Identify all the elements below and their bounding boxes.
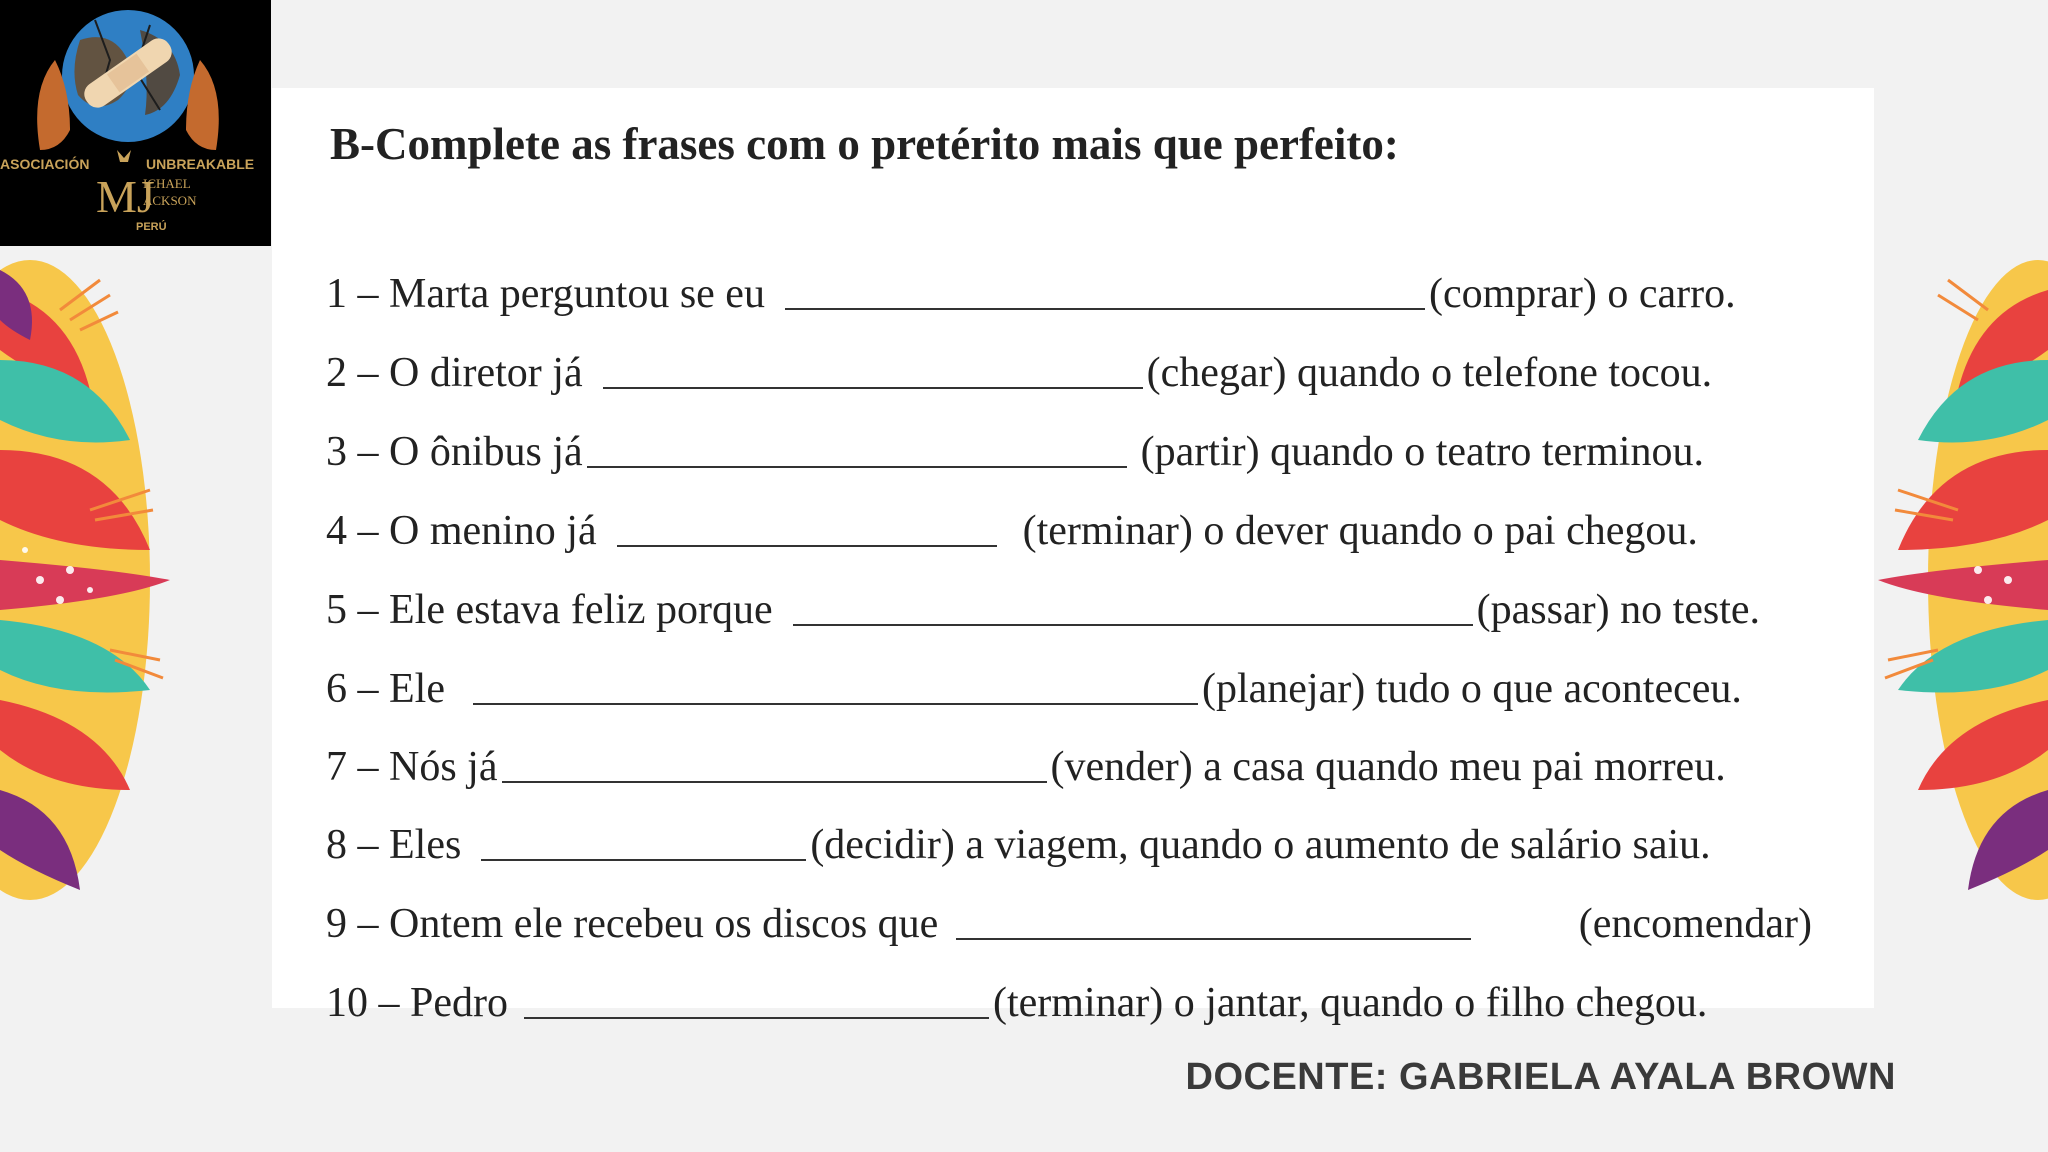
line-hint: (planejar) tudo o que aconteceu. [1201,666,1742,712]
line-hint: (partir) quando o teatro terminou. [1140,429,1704,475]
answer-blank[interactable] [473,703,1198,705]
exercise-line-8 [326,809,1812,869]
answer-blank[interactable] [481,859,806,861]
line-prompt: 8 – Eles [326,822,462,868]
floral-decoration-right [1868,250,2048,910]
exercise-line-5 [326,574,1812,634]
line-prompt: 6 – Ele [326,666,445,712]
answer-blank[interactable] [603,387,1143,389]
logo-country: PERÚ [136,221,167,233]
exercise-line-9 [326,888,1812,948]
exercise-line-7 [326,731,1812,791]
line-hint: (chegar) quando o telefone tocou. [1146,350,1713,396]
teacher-credit: DOCENTE: GABRIELA AYALA BROWN [1185,1056,1896,1098]
line-prompt: 4 – O menino já [326,508,597,554]
line-hint: (terminar) o dever quando o pai chegou. [1022,508,1698,554]
exercise-line-1 [326,258,1812,318]
exercise-line-10 [326,967,1812,1027]
line-prompt: 5 – Ele estava feliz porque [326,587,773,633]
logo-right-text: UNBREAKABLE [146,156,255,172]
exercise-heading: B-Complete as frases com o pretérito mais que perfeito: [330,119,1399,169]
line-hint: (decidir) a viagem, quando o aumento de salário saiu. [810,822,1711,868]
floral-decoration-left [0,250,220,910]
logo-name-line1: ICHAEL [143,176,191,191]
answer-blank[interactable] [524,1017,989,1019]
exercise-line-6 [326,653,1812,713]
logo-left-text: ASOCIACIÓN [0,156,90,172]
answer-blank[interactable] [502,781,1047,783]
line-hint: (encomendar) [1578,901,1812,947]
answer-blank[interactable] [785,308,1425,310]
line-hint: (vender) a casa quando meu pai morreu. [1050,744,1726,790]
answer-blank[interactable] [587,466,1127,468]
organization-logo [0,0,271,246]
worksheet [272,88,1874,1026]
logo-name-line2: ACKSON [143,193,197,208]
answer-blank[interactable] [956,938,1471,940]
line-prompt: 2 – O diretor já [326,350,583,396]
line-hint: (terminar) o jantar, quando o filho chegou. [993,980,1708,1026]
logo-monogram: MJ [96,171,155,222]
line-prompt: 7 – Nós já [326,744,498,790]
exercise-line-3 [326,416,1812,476]
exercise-line-4 [326,495,1812,555]
line-hint: (passar) no teste. [1476,587,1761,633]
exercise-line-2 [326,337,1812,397]
line-hint: (comprar) o carro. [1428,271,1736,317]
answer-blank[interactable] [617,545,997,547]
answer-blank[interactable] [793,624,1473,626]
line-prompt: 1 – Marta perguntou se eu [326,271,765,317]
line-prompt: 3 – O ônibus já [326,429,583,475]
line-prompt: 9 – Ontem ele recebeu os discos que [326,901,939,947]
line-prompt: 10 – Pedro [326,980,508,1026]
